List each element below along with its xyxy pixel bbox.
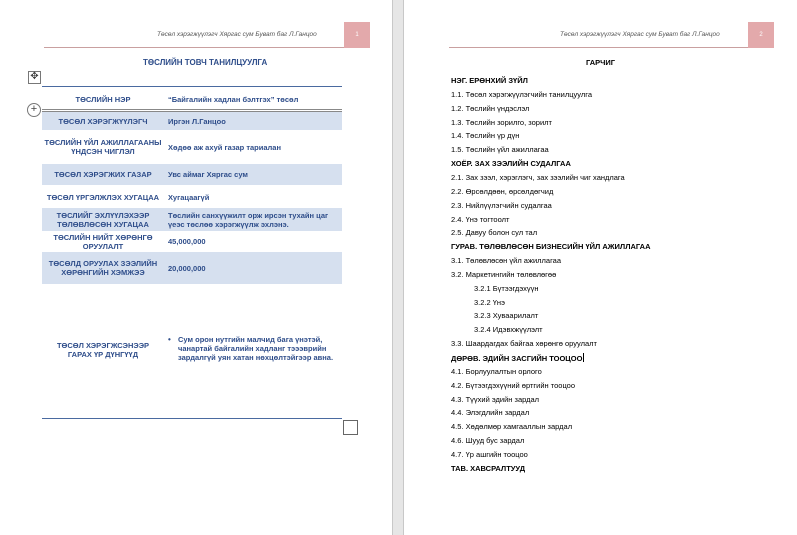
text-cursor xyxy=(583,353,584,362)
page-header-text: Төсөл хэрэгжүүлэгч Хяргас сум Буват баг Л.Ганцоо xyxy=(157,31,317,38)
toc-entry-text: 4.3. Түүхий эдийн зардал xyxy=(451,394,540,404)
row-label: ТӨСӨЛ ҮРГЭЛЖЛЭХ ХУГАЦАА xyxy=(46,192,160,202)
toc-entry-text: 4.7. Үр ашгийн тооцоо xyxy=(451,449,528,459)
table-resize-handle-icon[interactable] xyxy=(343,420,358,435)
toc-entry[interactable] xyxy=(474,325,543,334)
toc-entry-text: НЭГ. ЕРӨНХИЙ ЗҮЙЛ xyxy=(451,76,528,85)
header-line xyxy=(44,47,344,48)
toc-entry[interactable] xyxy=(451,256,561,265)
row-value: Иргэн Л.Ганцоо xyxy=(168,116,226,126)
toc-entry[interactable] xyxy=(451,270,556,279)
toc-entry[interactable] xyxy=(474,311,538,320)
toc-entry-text: 4.1. Борлуулалтын орлого xyxy=(451,366,542,376)
toc-entry-text: ГУРАВ. ТӨЛӨВЛӨСӨН БИЗНЕСИЙН ҮЙЛ АЖИЛЛАГАА xyxy=(451,242,651,252)
page-header-text: Төсөл хэрэгжүүлэгч Хяргас сум Буват баг Л.Ганцоо xyxy=(560,31,720,38)
page-gutter xyxy=(392,0,404,535)
toc-entry-text: 3.2. Маркетингийн төлөвлөгөө xyxy=(451,269,557,279)
row-value: 20,000,000 xyxy=(168,263,206,273)
toc-title: ГАРЧИГ xyxy=(585,58,616,67)
toc-entry[interactable] xyxy=(451,395,539,404)
toc-entry[interactable] xyxy=(451,408,529,417)
toc-entry[interactable] xyxy=(474,298,505,307)
toc-entry-text: 3.2.2 Үнэ xyxy=(474,297,505,307)
toc-entry[interactable] xyxy=(451,228,537,237)
table-row[interactable] xyxy=(42,335,342,375)
page-number-badge: 2 xyxy=(748,22,774,48)
toc-entry[interactable] xyxy=(451,422,572,431)
toc-entry-text: 2.1. Зах зээл, хэрэглэгч, зах зээлийн чиг хандлага xyxy=(451,172,625,182)
table-row[interactable] xyxy=(42,186,342,208)
row-value: Увс аймаг Хяргас сум xyxy=(168,170,248,179)
toc-section-heading[interactable] xyxy=(451,464,525,473)
toc-section-heading[interactable] xyxy=(451,242,651,251)
document-page-2 xyxy=(404,0,797,535)
toc-entry-text: 4.6. Шууд бус зардал xyxy=(451,436,525,446)
row-value: Хугацаагүй xyxy=(168,192,210,202)
table-row[interactable] xyxy=(42,112,342,130)
toc-entry-text: 1.4. Төслийн үр дүн xyxy=(451,131,520,141)
row-value: “Байгалийн хадлан бэлтгэх” төсөл xyxy=(168,94,299,104)
page-number-badge: 1 xyxy=(344,22,370,48)
table-row[interactable] xyxy=(42,89,342,109)
toc-entry-text: 2.2. Өрсөлдөөн, өрсөлдөгчид xyxy=(451,186,554,196)
toc-entry[interactable] xyxy=(451,367,542,376)
toc-section-heading[interactable] xyxy=(451,159,571,168)
row-label: ТӨСӨЛ ХЭРЭГЖСЭНЭЭР ГАРАХ ҮР ДҮНГҮҮД xyxy=(56,341,150,359)
toc-entry-text: 4.4. Элэгдлийн зардал xyxy=(451,408,530,418)
row-label: ТӨСӨЛ ХЭРЭГЖҮҮЛЭГЧ xyxy=(58,116,148,126)
toc-entry-text: ДӨРӨВ. ЭДИЙН ЗАСГИЙН ТООЦОО xyxy=(451,354,583,363)
toc-entry[interactable] xyxy=(474,284,539,293)
toc-entry-text: 2.5. Давуу болон сул тал xyxy=(451,228,538,238)
toc-entry[interactable] xyxy=(451,104,529,113)
document-title: ТӨСЛИЙН ТОВЧ ТАНИЛЦУУЛГА xyxy=(143,58,268,67)
row-value: 45,000,000 xyxy=(168,237,206,246)
toc-entry[interactable] xyxy=(451,131,519,140)
insert-row-icon[interactable]: + xyxy=(27,103,41,117)
toc-entry[interactable] xyxy=(451,187,553,196)
row-value: Сум орон нутгийн малчид бага үнэтэй, чанартай байгалийн хадланг тэээврийн зардалгүй уян хатан нөхцөлтэйгээр авна. xyxy=(178,335,334,362)
toc-entry-text: 1.5. Төслийн үйл ажиллагаа xyxy=(451,145,549,155)
toc-entry[interactable] xyxy=(451,436,524,445)
table-move-handle-icon[interactable]: ✥ xyxy=(28,71,41,84)
row-label: ТӨСЛИЙН ҮЙЛ АЖИЛЛАГААНЫ ҮНДСЭН ЧИГЛЭЛ xyxy=(44,138,162,156)
toc-entry[interactable] xyxy=(451,90,592,99)
toc-entry-text: ТАВ. ХАВСРАЛТУУД xyxy=(451,463,526,473)
table-top-rule xyxy=(42,86,342,87)
toc-section-heading[interactable] xyxy=(451,76,528,85)
toc-entry-text: 2.4. Үнэ тогтоолт xyxy=(451,214,510,224)
toc-entry-text: ХОЁР. ЗАХ ЗЭЭЛИЙН СУДАЛГАА xyxy=(451,159,571,169)
row-value-bullet xyxy=(164,335,342,362)
toc-entry-text: 3.2.1 Бүтээгдэхүүн xyxy=(474,283,539,293)
toc-section-heading[interactable] xyxy=(451,353,584,363)
toc-entry-text: 4.5. Хөдөлмөр хамгааллын зардал xyxy=(451,422,573,432)
toc-entry[interactable] xyxy=(451,118,552,127)
header-line xyxy=(449,47,749,48)
toc-entry[interactable] xyxy=(451,173,625,182)
table-row[interactable] xyxy=(42,252,342,284)
table-row[interactable] xyxy=(42,164,342,185)
toc-entry[interactable] xyxy=(451,215,509,224)
document-page-1 xyxy=(0,0,392,535)
table-row[interactable] xyxy=(42,208,342,231)
toc-entry-text: 3.1. Төлөвлөсөн үйл ажиллагаа xyxy=(451,256,562,266)
toc-entry-text: 1.2. Төслийн үндэслэл xyxy=(451,103,530,113)
bullet-icon: • xyxy=(168,335,171,344)
toc-entry[interactable] xyxy=(451,201,552,210)
row-label: ТӨСӨЛ ХЭРЭГЖИХ ГАЗАР xyxy=(54,170,152,179)
toc-entry-text: 2.3. Нийлүүлэгчийн судалгаа xyxy=(451,200,552,210)
row-value: Төслийн санхүүжилт орж ирсэн тухайн цаг үеэс төслөө хэрэгжүүлж эхлэнэ. xyxy=(168,210,329,229)
toc-entry[interactable] xyxy=(451,339,597,348)
toc-entry-text: 1.1. Төсөл хэрэгжүүлэгчийн танилцуулга xyxy=(451,89,592,99)
table-row[interactable] xyxy=(42,131,342,163)
row-label: ТӨСӨЛД ОРУУЛАХ ЗЭЭЛИЙН ХӨРӨНГИЙН ХЭМЖЭЭ xyxy=(48,259,158,277)
table-bottom-rule xyxy=(42,418,342,419)
row-value: Хөдөө аж ахуй газар тариалан xyxy=(168,142,281,152)
toc-entry-text: 4.2. Бүтээгдэхүүний өртгийн тооцоо xyxy=(451,380,576,390)
toc-entry-text: 1.3. Төслийн зорилго, зорилт xyxy=(451,117,552,127)
toc-entry-text: 3.2.4 Идэвхжүүлэлт xyxy=(474,325,543,335)
row-label: ТӨСЛИЙН НИЙТ ХӨРӨНГӨ ОРУУЛАЛТ xyxy=(53,232,153,251)
table-row[interactable] xyxy=(42,231,342,252)
toc-entry-text: 3.3. Шаардагдах байгаа хөрөнгө оруулалт xyxy=(451,339,597,349)
toc-entry-text: 3.2.3 Хуваарилалт xyxy=(474,311,539,321)
toc-entry[interactable] xyxy=(451,145,549,154)
row-label: ТӨСЛИЙГ ЭХЛҮҮЛЭХЭЭР ТӨЛӨВЛӨСӨН ХУГАЦАА xyxy=(56,210,150,229)
toc-entry[interactable] xyxy=(451,450,528,459)
toc-entry[interactable] xyxy=(451,381,575,390)
row-label: ТӨСЛИЙН НЭР xyxy=(75,94,131,104)
